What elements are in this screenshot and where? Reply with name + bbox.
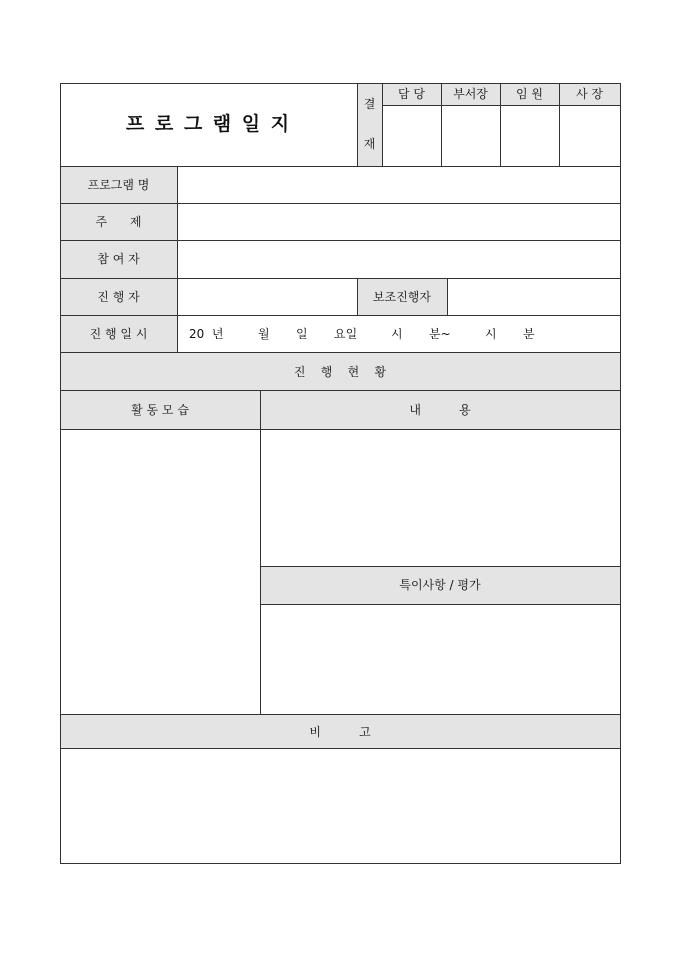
datetime-minute-end: 분 [523, 327, 535, 341]
notes-area[interactable] [261, 605, 620, 714]
approval-col-president: 사 장 [576, 87, 603, 101]
signature-box-dept-head[interactable] [442, 106, 500, 166]
approval-label-bottom: 재 [363, 137, 376, 151]
datetime-day: 일 [296, 327, 308, 341]
signature-box-manager[interactable] [383, 106, 441, 166]
subject-field[interactable] [178, 204, 620, 240]
datetime-hour-end: 시 [485, 327, 497, 341]
leader-field[interactable] [178, 279, 357, 315]
datetime-minute-start: 분~ [429, 327, 451, 341]
h-line [60, 390, 620, 391]
h-line [60, 714, 620, 715]
approval-label-top: 결 [363, 97, 376, 111]
content-header: 내 용 [409, 403, 471, 417]
remarks-header: 비 고 [309, 725, 371, 739]
notes-header: 특이사항 / 평가 [399, 578, 481, 592]
participants-field[interactable] [178, 241, 620, 278]
page-title: 프 로 그 램 일 지 [125, 113, 292, 135]
content-area[interactable] [261, 430, 620, 566]
assistant-label: 보조진행자 [373, 290, 431, 304]
approval-col-dept-head: 부서장 [453, 87, 488, 101]
h-line [60, 352, 620, 353]
program-name-label: 프로그램 명 [87, 178, 150, 192]
v-line [357, 83, 358, 166]
h-line [60, 315, 620, 316]
signature-box-executive[interactable] [501, 106, 559, 166]
program-name-field[interactable] [178, 167, 620, 203]
datetime-label: 진 행 일 시 [89, 327, 148, 341]
datetime-weekday: 요일 [334, 327, 358, 341]
signature-box-president[interactable] [560, 106, 620, 166]
datetime-hour-start: 시 [391, 327, 403, 341]
assistant-field[interactable] [448, 279, 620, 315]
progress-header: 진 행 현 황 [293, 365, 387, 379]
activity-photo-area[interactable] [61, 430, 260, 714]
approval-col-manager: 담 당 [398, 87, 425, 101]
participants-label: 참 여 자 [97, 252, 140, 266]
subject-label: 주 제 [95, 215, 142, 229]
activity-header: 활 동 모 습 [131, 403, 189, 417]
remarks-area[interactable] [61, 749, 620, 863]
leader-label: 진 행 자 [97, 290, 140, 304]
datetime-month: 월 [258, 327, 270, 341]
approval-col-executive: 임 원 [516, 87, 543, 101]
datetime-year: 20 년 [189, 327, 224, 341]
h-line [260, 566, 620, 567]
